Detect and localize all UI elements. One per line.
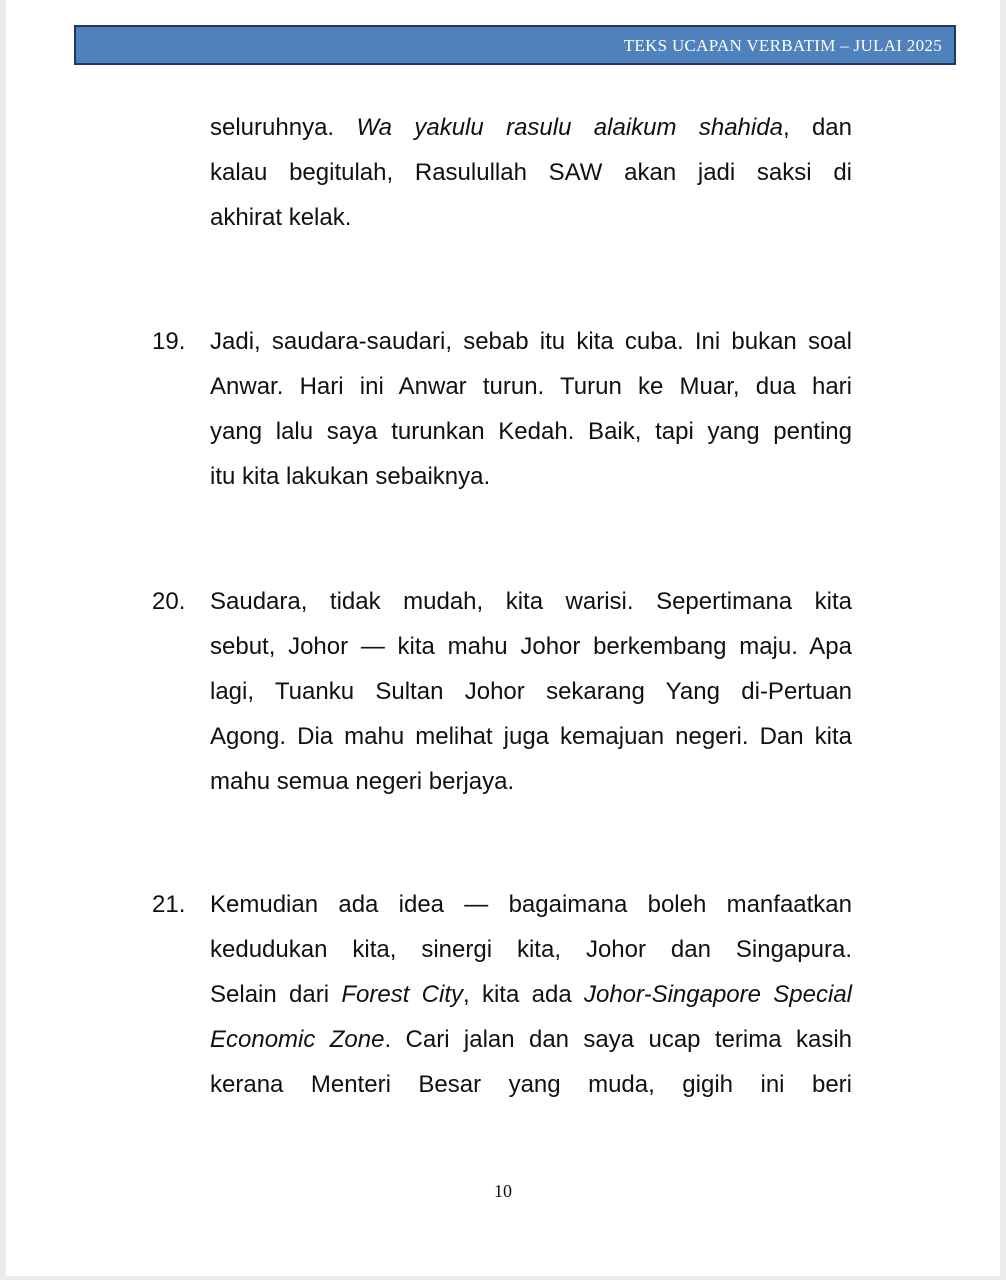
paragraph-19 bbox=[210, 319, 852, 499]
paragraph-line: akhirat kelak. bbox=[210, 204, 352, 231]
document-page bbox=[6, 0, 1000, 1276]
header-title: TEKS UCAPAN VERBATIM – JULAI 2025 bbox=[623, 36, 942, 55]
paragraph-line: mahu semua negeri berjaya. bbox=[210, 768, 515, 795]
paragraph-line: sebut, Johor — kita mahu Johor berkembang maju. Apa bbox=[210, 633, 852, 660]
header-banner bbox=[74, 25, 956, 65]
paragraph-number: 19. bbox=[152, 328, 186, 355]
paragraph-21 bbox=[210, 882, 852, 1107]
page-number: 10 bbox=[494, 1181, 512, 1201]
paragraph-line: Jadi, saudara-saudari, sebab itu kita cuba. Ini bukan soal bbox=[210, 328, 852, 355]
paragraph-line: lagi, Tuanku Sultan Johor sekarang Yang di-Pertuan bbox=[210, 678, 852, 705]
paragraph-line: kalau begitulah, Rasulullah SAW akan jadi saksi di bbox=[210, 159, 852, 186]
paragraph-line: itu kita lakukan sebaiknya. bbox=[210, 463, 491, 490]
paragraph-line: Kemudian ada idea — bagaimana boleh manfaatkan bbox=[210, 891, 852, 918]
paragraph-line: kerana Menteri Besar yang muda, gigih ini beri bbox=[210, 1071, 852, 1098]
paragraph-number: 20. bbox=[152, 588, 186, 615]
paragraph-line: kedudukan kita, sinergi kita, Johor dan Singapura. bbox=[210, 936, 852, 963]
paragraph-line: Anwar. Hari ini Anwar turun. Turun ke Muar, dua hari bbox=[210, 373, 852, 400]
paragraph-line: yang lalu saya turunkan Kedah. Baik, tapi yang penting bbox=[210, 418, 852, 445]
paragraph-line: Agong. Dia mahu melihat juga kemajuan negeri. Dan kita bbox=[210, 723, 852, 750]
paragraph-line: seluruhnya. Wa yakulu rasulu alaikum shahida, dan bbox=[210, 114, 853, 141]
paragraph-line: Selain dari Forest City, kita ada Johor-Singapore Special bbox=[210, 981, 852, 1008]
paragraph-line: Economic Zone. Cari jalan dan saya ucap terima kasih bbox=[210, 1026, 853, 1053]
paragraph-line: Saudara, tidak mudah, kita warisi. Sepertimana kita bbox=[210, 588, 852, 615]
paragraph-number: 21. bbox=[152, 891, 186, 918]
paragraph-continuation bbox=[210, 105, 852, 240]
paragraph-20 bbox=[210, 579, 852, 804]
